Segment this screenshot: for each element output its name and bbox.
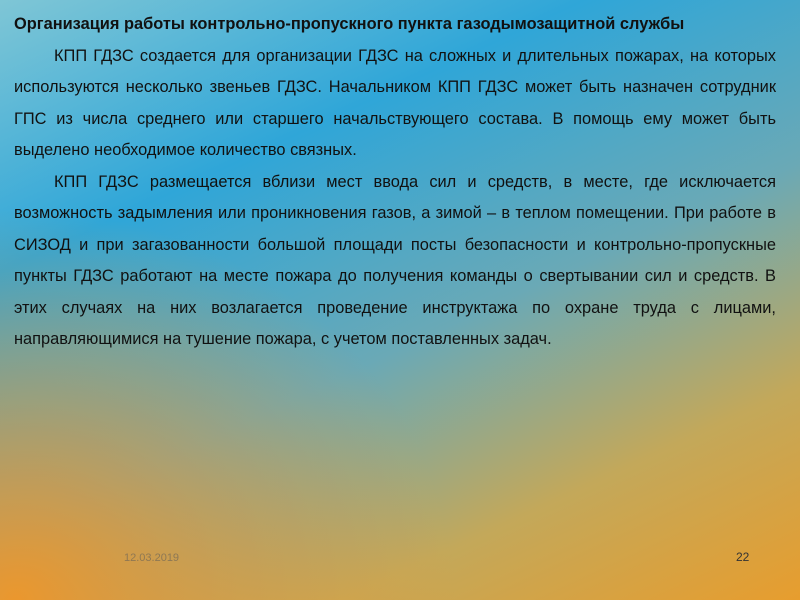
slide-title: Организация работы контрольно-пропускного пункта газодымозащитной службы: [14, 15, 685, 33]
paragraph-2: КПП ГДЗС размещается вблизи мест ввода сил и средств, в месте, где исключается возможность задымления или проникновения газов, а зимой – в теплом помещении. При работе в СИЗОД и при загазованности большой площади посты безопасности и контрольно-пропускные пункты ГДЗС работают на месте пожара до получения команды о свертывании сил и средств. В этих случаях на них возлагается проведение инструктажа по охране труда с лицами, направляющимися на тушение пожара, с учетом поставленных задач.: [14, 172, 776, 348]
page-number: 22: [736, 550, 750, 564]
footer-date: 12.03.2019: [124, 552, 180, 564]
slide-text-block: [14, 9, 776, 356]
paragraph-1: КПП ГДЗС создается для организации ГДЗС на сложных и длительных пожарах, на которых используются несколько звеньев ГДЗС. Начальником КПП ГДЗС может быть назначен сотрудник ГПС из числа среднего или старшего начальствующего состава. В помощь ему может быть выделено необходимое количество связных.: [14, 46, 776, 159]
